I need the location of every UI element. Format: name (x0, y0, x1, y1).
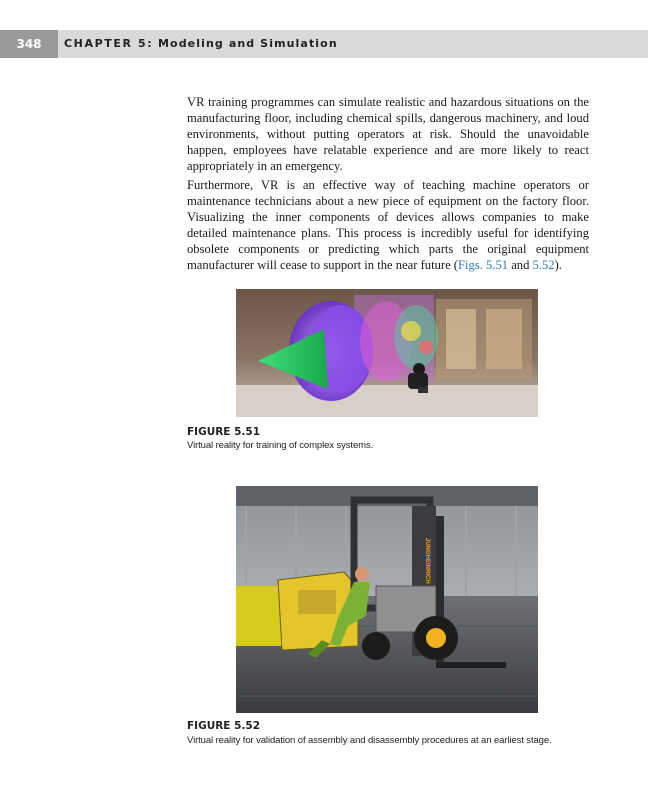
figure-5-51-image (236, 289, 538, 417)
paragraph-2-end: ). (554, 257, 562, 272)
figure-5-52-label: FIGURE 5.52 (187, 720, 261, 732)
figure-5-52-image (236, 486, 538, 713)
figure-reference-5-51[interactable]: Figs. 5.51 (458, 257, 509, 272)
vr-forklift-illustration (236, 486, 538, 713)
body-paragraph-2 (187, 178, 589, 273)
chapter-title: Modeling and Simulation (158, 37, 338, 50)
figure-5-51-caption: Virtual reality for training of complex systems. (187, 440, 374, 451)
figure-reference-5-52[interactable]: 5.52 (532, 257, 555, 272)
paragraph-2-connector: and (508, 257, 533, 272)
vr-engine-illustration (236, 289, 538, 417)
running-header (0, 30, 648, 58)
paragraph-2-text: Furthermore, VR is an effective way of teaching machine operators or maintenance technicians about a new piece of equipment on the factory floor. Visualizing the inner components of devices allows companies to make detailed maintenance plans. This process is incredibly useful for identifying obsolete components or predicting which parts the original equipment manufacturer will cease to support in the near future ( (187, 178, 589, 272)
figure-5-51-label: FIGURE 5.51 (187, 426, 261, 438)
forklift-brand-label: JUNGHEINRICH (424, 538, 430, 584)
body-paragraph-1: VR training programmes can simulate realistic and hazardous situations on the manufacturing floor, including chemical spills, dangerous machinery, and loud environments, without putting operators at risk. Should the unavoidable happen, employees have relatable experience and are more likely to react appropriately in an emergency. (187, 95, 589, 173)
page-number: 348 (0, 30, 58, 58)
chapter-label: CHAPTER 5: (64, 37, 154, 50)
figure-5-52-caption: Virtual reality for validation of assembly and disassembly procedures at an earliest stage. (187, 735, 552, 746)
